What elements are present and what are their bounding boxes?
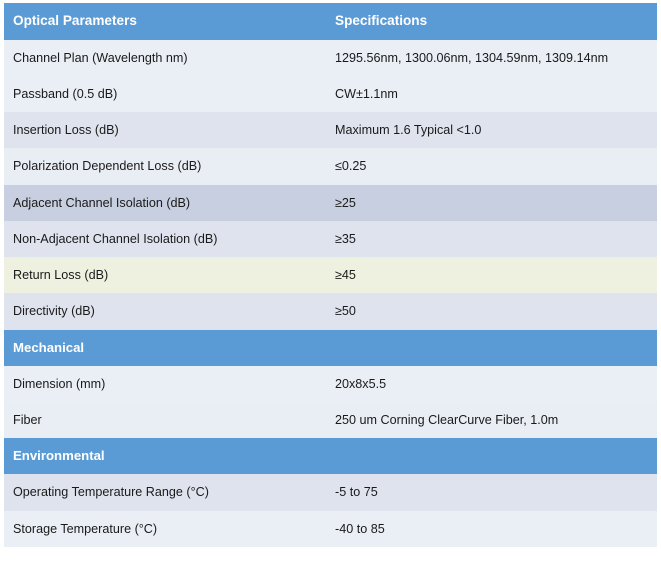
row-label: Channel Plan (Wavelength nm) [4, 40, 326, 76]
row-value: -5 to 75 [326, 474, 657, 510]
row-label: Insertion Loss (dB) [4, 112, 326, 148]
table-row [4, 40, 657, 76]
row-value: -40 to 85 [326, 511, 657, 547]
row-label: Fiber [4, 402, 326, 438]
row-label: Non-Adjacent Channel Isolation (dB) [4, 221, 326, 257]
table-row [4, 474, 657, 510]
section-header-environmental [4, 438, 657, 474]
table-row [4, 366, 657, 402]
row-value: ≥25 [326, 185, 657, 221]
table-row [4, 185, 657, 221]
row-value: 1295.56nm, 1300.06nm, 1304.59nm, 1309.14nm [326, 40, 657, 76]
table-row [4, 76, 657, 112]
row-label: Storage Temperature (°C) [4, 511, 326, 547]
row-label: Operating Temperature Range (°C) [4, 474, 326, 510]
column-header-parameters: Optical Parameters [4, 3, 326, 40]
section-header-mechanical [4, 330, 657, 366]
table-row [4, 112, 657, 148]
row-value: ≥45 [326, 257, 657, 293]
column-header-specifications: Specifications [326, 3, 657, 40]
row-value: CW±1.1nm [326, 76, 657, 112]
row-label: Adjacent Channel Isolation (dB) [4, 185, 326, 221]
row-value: ≥35 [326, 221, 657, 257]
table-row [4, 511, 657, 547]
row-value: ≥50 [326, 293, 657, 329]
section-spacer [326, 330, 657, 366]
row-value: ≤0.25 [326, 148, 657, 184]
table-row-highlighted [4, 257, 657, 293]
row-label: Dimension (mm) [4, 366, 326, 402]
row-value: Maximum 1.6 Typical <1.0 [326, 112, 657, 148]
table-row [4, 293, 657, 329]
section-title: Mechanical [4, 330, 326, 366]
table-body [4, 3, 657, 547]
section-spacer [326, 438, 657, 474]
row-value: 20x8x5.5 [326, 366, 657, 402]
table-row [4, 402, 657, 438]
specifications-table [4, 3, 657, 547]
section-title: Environmental [4, 438, 326, 474]
table-row [4, 221, 657, 257]
row-label: Polarization Dependent Loss (dB) [4, 148, 326, 184]
row-value: 250 um Corning ClearCurve Fiber, 1.0m [326, 402, 657, 438]
row-label: Passband (0.5 dB) [4, 76, 326, 112]
table-header-row [4, 3, 657, 40]
row-label: Return Loss (dB) [4, 257, 326, 293]
row-label: Directivity (dB) [4, 293, 326, 329]
table-row [4, 148, 657, 184]
